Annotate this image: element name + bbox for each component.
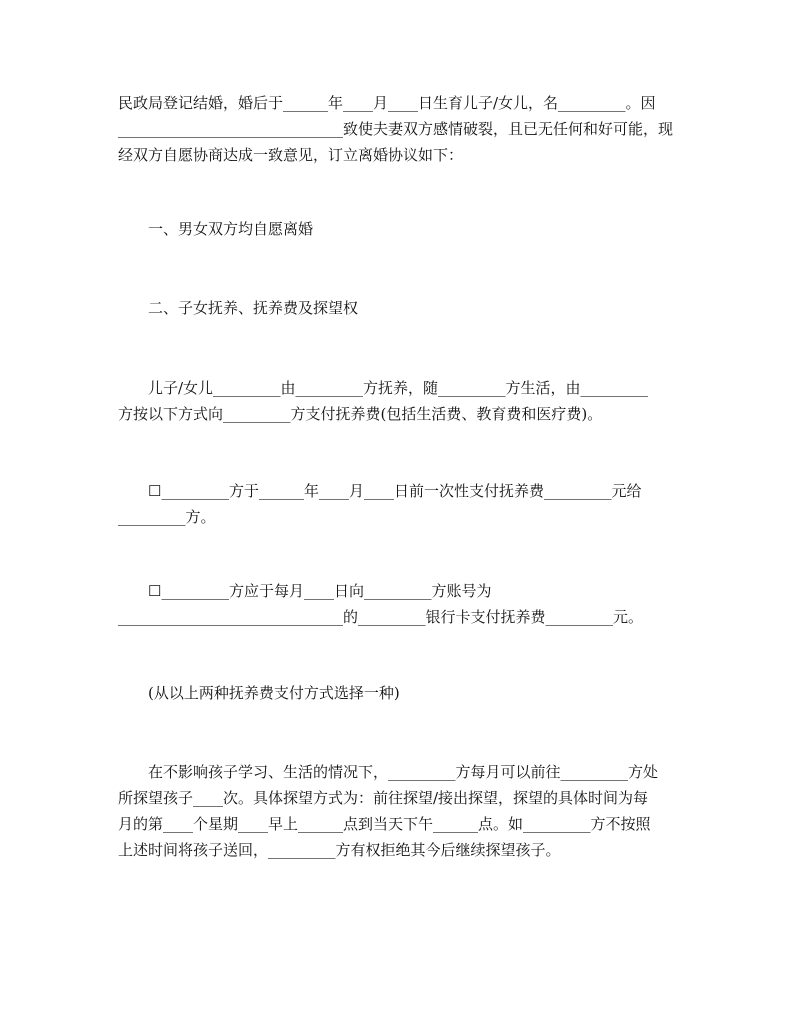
text-line: _________方。 bbox=[118, 508, 216, 526]
text-line: 所探望孩子____次。具体探望方式为：前往探望/接出探望，探望的具体时间为每 bbox=[118, 789, 649, 807]
text-line: 一、男女双方均自愿离婚 bbox=[148, 220, 314, 238]
custody-paragraph bbox=[118, 375, 678, 427]
text-line: (从以上两种抚养费支付方式选择一种) bbox=[148, 684, 400, 702]
text-line: ☐_________方于______年____月____日前一次性支付抚养费_________元给 bbox=[148, 482, 642, 500]
intro-paragraph bbox=[118, 90, 678, 168]
text-line: 在不影响孩子学习、生活的情况下，_________方每月可以前往_________方处 bbox=[148, 763, 659, 781]
visitation-paragraph bbox=[118, 759, 678, 863]
text-line: 上述时间将孩子送回，_________方有权拒绝其今后继续探望孩子。 bbox=[118, 841, 561, 859]
text-line: 月的第____个星期____早上______点到当天下午______点。如_________方不按照 bbox=[118, 815, 651, 833]
text-line: 儿子/女儿_________由_________方抚养，随_________方生活，由_________ bbox=[148, 379, 649, 397]
lump-sum-option bbox=[118, 478, 678, 530]
text-line: 二、子女抚养、抚养费及探望权 bbox=[148, 299, 359, 317]
text-line: 民政局登记结婚，婚后于______年____月____日生育儿子/女儿，名_________。因 bbox=[118, 94, 656, 112]
text-line: ☐_________方应于每月____日向_________方账号为 bbox=[148, 582, 492, 600]
monthly-option bbox=[118, 578, 678, 630]
text-line: 经双方自愿协商达成一致意见，订立离婚协议如下： bbox=[118, 146, 464, 164]
clause-2-heading bbox=[118, 295, 678, 321]
choose-note bbox=[118, 680, 678, 706]
text-line: ______________________________的_________银行卡支付抚养费_________元。 bbox=[118, 608, 644, 626]
clause-1-heading bbox=[118, 216, 678, 242]
text-line: ______________________________致使夫妻双方感情破裂，且已无任何和好可能，现 bbox=[118, 120, 674, 138]
text-line: 方按以下方式向_________方支付抚养费(包括生活费、教育费和医疗费)。 bbox=[118, 405, 603, 423]
